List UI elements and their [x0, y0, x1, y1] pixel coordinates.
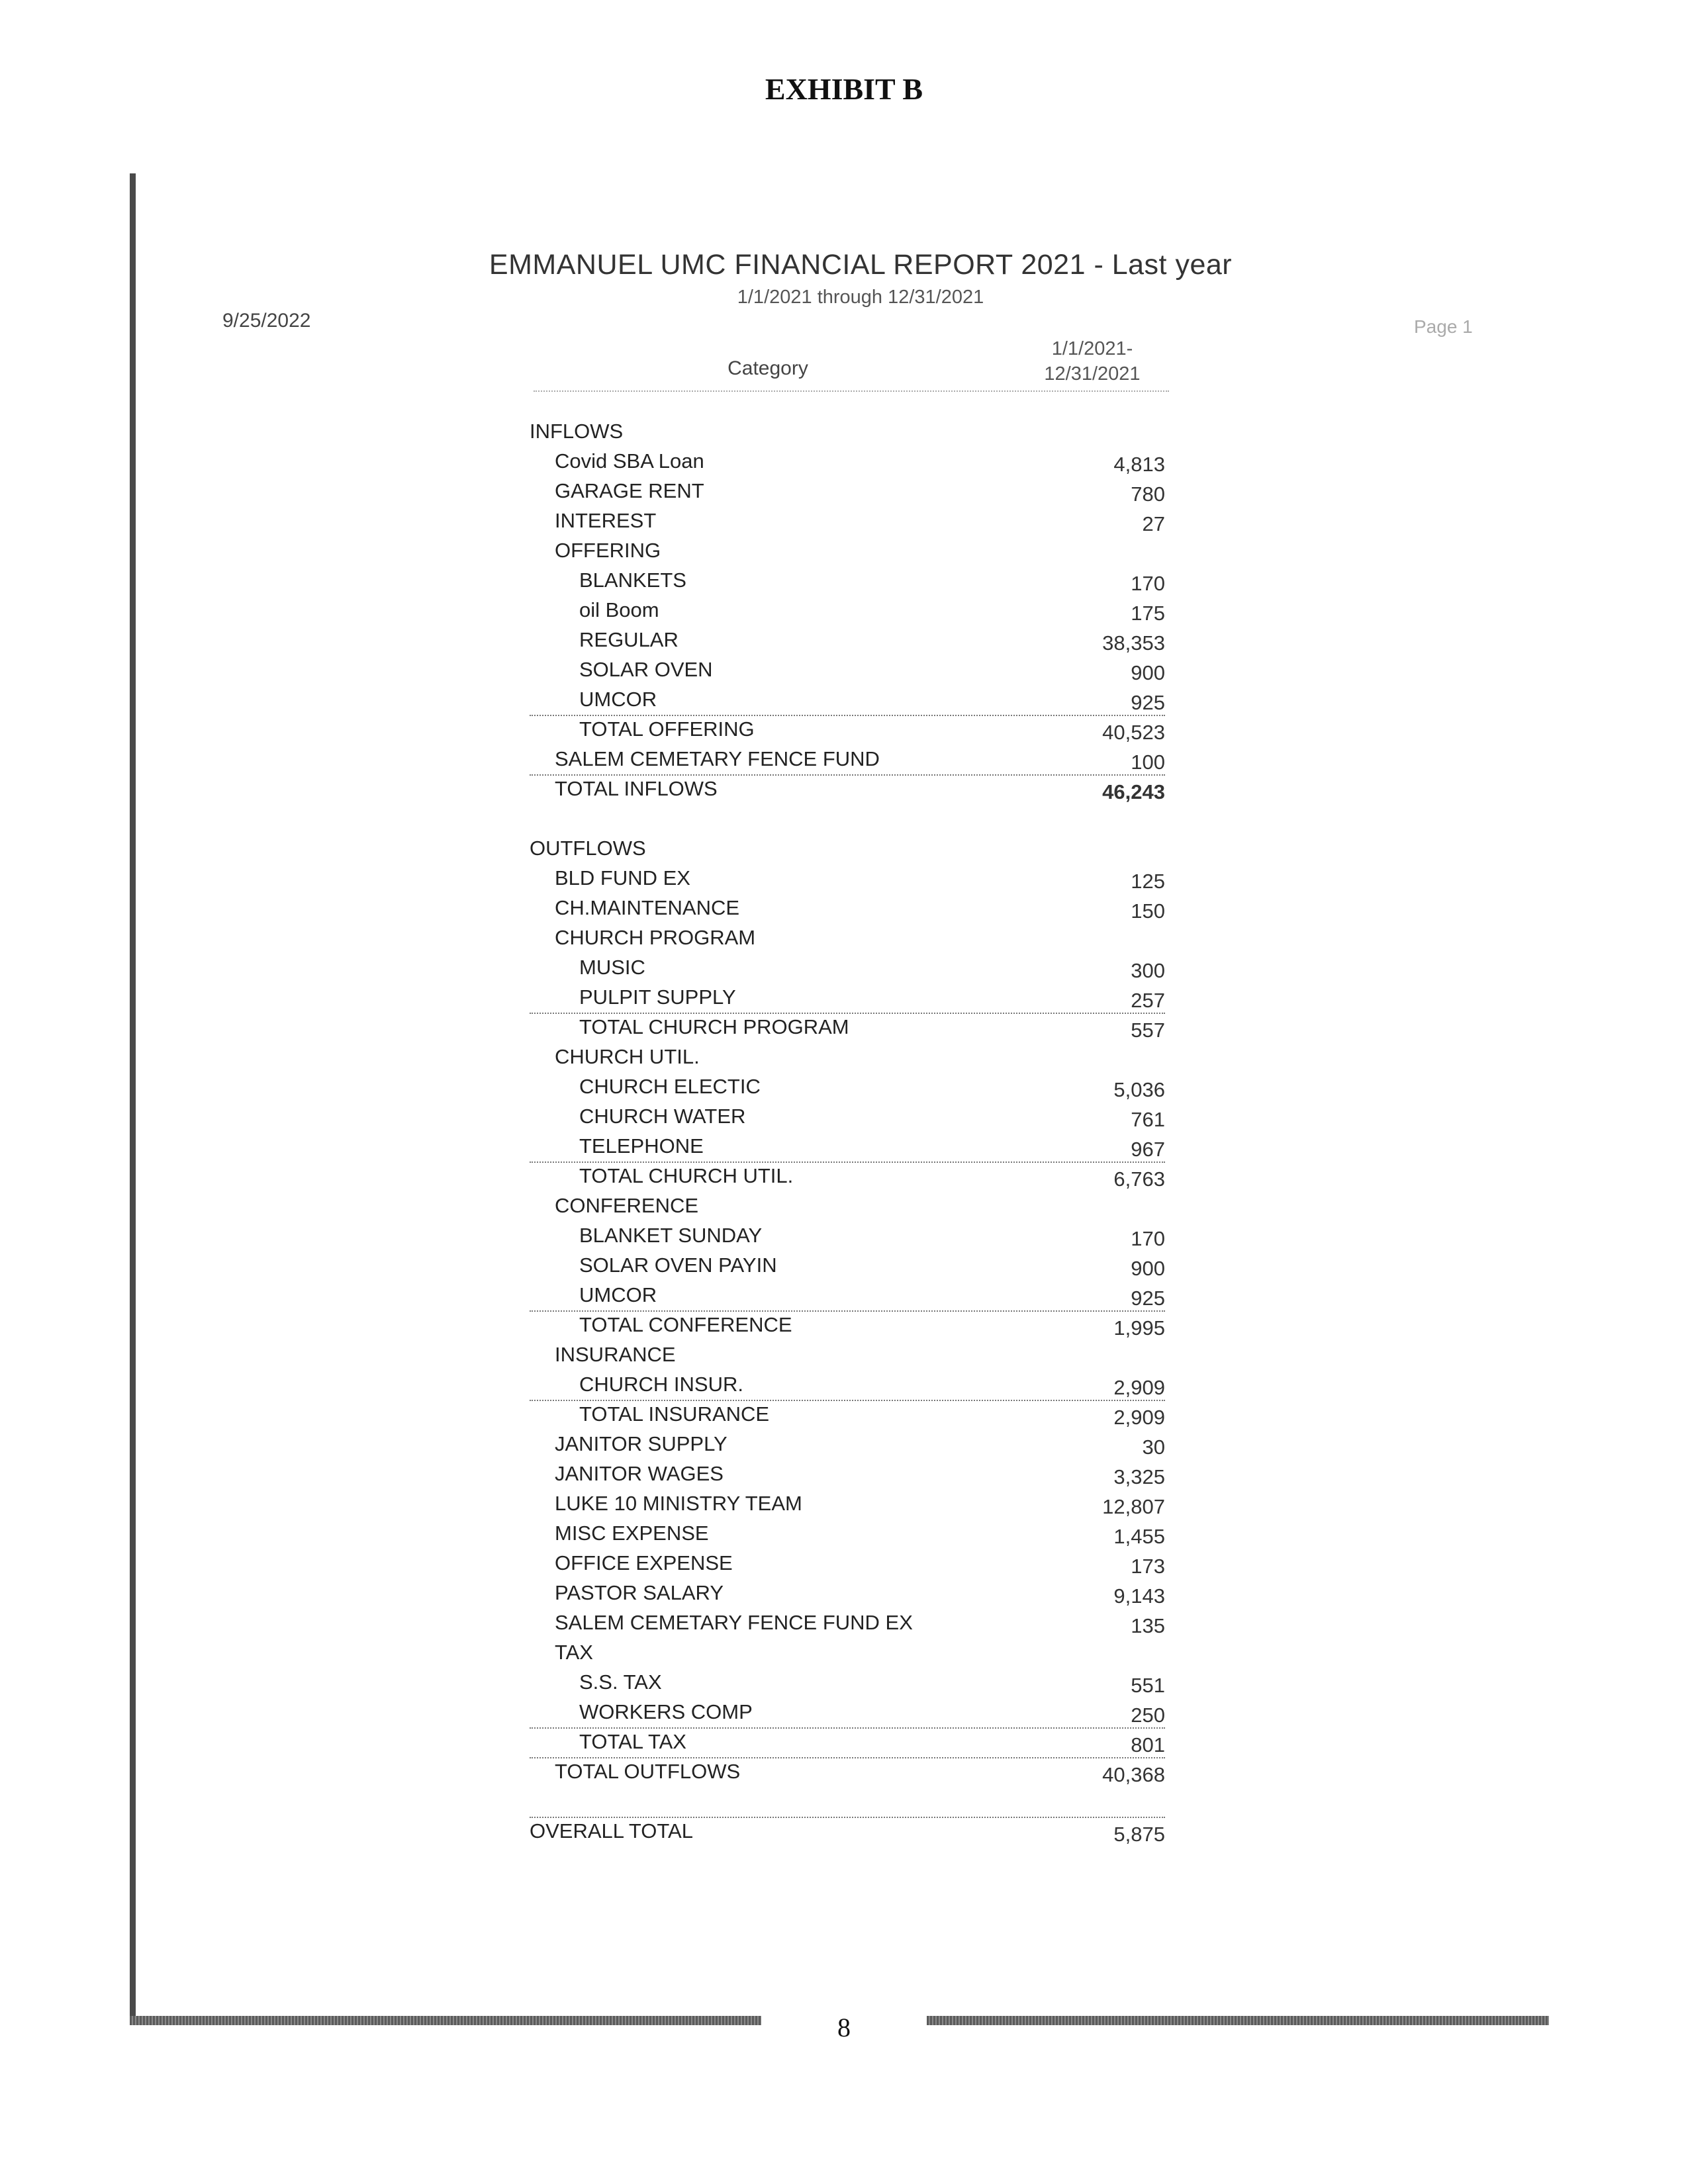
row-label: SALEM CEMETARY FENCE FUND	[555, 747, 880, 770]
row-label: TOTAL OFFERING	[579, 717, 755, 741]
row-label: Covid SBA Loan	[555, 449, 704, 473]
row-label: CHURCH UTIL.	[555, 1045, 700, 1068]
row-label: TOTAL OUTFLOWS	[555, 1760, 741, 1783]
row-label: TOTAL CHURCH UTIL.	[579, 1164, 794, 1187]
row-amount: 925	[1131, 691, 1165, 714]
line-item-row	[516, 1578, 1205, 1608]
page-indicator: Page 1	[1414, 316, 1473, 337]
line-item-row	[516, 1698, 1205, 1727]
section-spacer	[516, 804, 1205, 834]
category-heading-row	[516, 834, 1205, 864]
row-label: JANITOR WAGES	[555, 1462, 724, 1485]
report-title: EMMANUEL UMC FINANCIAL REPORT 2021 - Last year	[489, 249, 1233, 281]
category-heading-row	[516, 536, 1205, 566]
row-amount: 100	[1131, 751, 1165, 774]
row-amount: 900	[1131, 661, 1165, 684]
row-amount: 1,455	[1113, 1525, 1165, 1548]
line-item-row	[516, 1430, 1205, 1459]
row-amount: 2,909	[1113, 1376, 1165, 1399]
column-header-period	[993, 336, 1192, 387]
line-item-row	[516, 477, 1205, 506]
row-label: SALEM CEMETARY FENCE FUND EX	[555, 1611, 913, 1634]
scan-left-border	[130, 173, 136, 2020]
total-row	[516, 774, 1205, 804]
exhibit-heading: EXHIBIT B	[765, 72, 923, 106]
row-amount: 12,807	[1102, 1495, 1165, 1518]
row-amount: 125	[1131, 870, 1165, 893]
row-label: INSURANCE	[555, 1343, 676, 1366]
row-amount: 780	[1131, 482, 1165, 506]
report-date-range: 1/1/2021 through 12/31/2021	[737, 287, 984, 308]
total-row	[516, 1310, 1205, 1340]
row-label: TELEPHONE	[579, 1134, 704, 1158]
total-row	[516, 1727, 1205, 1757]
line-item-row	[516, 1608, 1205, 1638]
row-label: JANITOR SUPPLY	[555, 1432, 727, 1455]
category-heading-row	[516, 1340, 1205, 1370]
total-row	[516, 1161, 1205, 1191]
row-label: TAX	[555, 1641, 593, 1664]
row-amount: 250	[1131, 1704, 1165, 1727]
total-row	[516, 715, 1205, 745]
row-amount: 2,909	[1113, 1406, 1165, 1429]
row-amount: 5,036	[1113, 1078, 1165, 1101]
line-item-row	[516, 1549, 1205, 1578]
row-label: OVERALL TOTAL	[530, 1819, 693, 1843]
section-spacer	[516, 1787, 1205, 1817]
row-amount: 1,995	[1113, 1316, 1165, 1340]
row-amount: 300	[1131, 959, 1165, 982]
category-heading-row	[516, 417, 1205, 447]
row-label: MUSIC	[579, 956, 645, 979]
row-amount: 925	[1131, 1287, 1165, 1310]
category-heading-row	[516, 1042, 1205, 1072]
row-label: CH.MAINTENANCE	[555, 896, 740, 919]
row-amount: 173	[1131, 1555, 1165, 1578]
row-label: S.S. TAX	[579, 1670, 662, 1694]
row-amount: 40,523	[1102, 721, 1165, 744]
line-item-row	[516, 1281, 1205, 1310]
row-amount: 27	[1142, 512, 1165, 535]
row-label: TOTAL CHURCH PROGRAM	[579, 1015, 849, 1038]
row-label: SOLAR OVEN PAYIN	[579, 1253, 777, 1277]
row-label: CHURCH INSUR.	[579, 1373, 743, 1396]
row-label: TOTAL TAX	[579, 1730, 686, 1753]
row-label: PULPIT SUPPLY	[579, 985, 736, 1009]
row-label: INFLOWS	[530, 420, 624, 443]
row-amount: 761	[1131, 1108, 1165, 1131]
row-label: TOTAL CONFERENCE	[579, 1313, 792, 1336]
column-header-category: Category	[727, 357, 808, 379]
row-label: UMCOR	[579, 1283, 657, 1306]
line-item-row	[516, 893, 1205, 923]
row-label: OFFICE EXPENSE	[555, 1551, 733, 1574]
line-item-row	[516, 1251, 1205, 1281]
row-label: MISC EXPENSE	[555, 1522, 709, 1545]
line-item-row	[516, 745, 1205, 774]
row-label: BLANKET SUNDAY	[579, 1224, 763, 1247]
line-item-row	[516, 596, 1205, 625]
footer-rule-left	[130, 2016, 761, 2025]
line-item-row	[516, 1132, 1205, 1161]
row-amount: 38,353	[1102, 631, 1165, 655]
row-label: LUKE 10 MINISTRY TEAM	[555, 1492, 802, 1515]
line-item-row	[516, 506, 1205, 536]
row-amount: 46,243	[1102, 780, 1165, 803]
line-item-row	[516, 447, 1205, 477]
category-heading-row	[516, 923, 1205, 953]
line-item-row	[516, 625, 1205, 655]
row-amount: 551	[1131, 1674, 1165, 1697]
line-item-row	[516, 864, 1205, 893]
line-item-row	[516, 1668, 1205, 1698]
row-label: BLANKETS	[579, 569, 686, 592]
category-heading-row	[516, 1191, 1205, 1221]
line-item-row	[516, 1370, 1205, 1400]
row-label: CHURCH PROGRAM	[555, 926, 756, 949]
row-label: OUTFLOWS	[530, 837, 646, 860]
row-amount: 170	[1131, 572, 1165, 595]
row-label: BLD FUND EX	[555, 866, 690, 889]
row-amount: 257	[1131, 989, 1165, 1012]
row-amount: 5,875	[1113, 1823, 1165, 1846]
row-amount: 40,368	[1102, 1763, 1165, 1786]
row-label: CONFERENCE	[555, 1194, 699, 1217]
line-item-row	[516, 1519, 1205, 1549]
row-label: CHURCH WATER	[579, 1105, 746, 1128]
total-row	[516, 1757, 1205, 1787]
line-item-row	[516, 1221, 1205, 1251]
row-amount: 557	[1131, 1019, 1165, 1042]
row-label: INTEREST	[555, 509, 657, 532]
line-item-row	[516, 983, 1205, 1013]
total-row	[516, 1817, 1205, 1846]
financial-table	[516, 417, 1205, 1846]
total-row	[516, 1400, 1205, 1430]
row-amount: 9,143	[1113, 1584, 1165, 1608]
column-header-period-start: 1/1/2021-	[1051, 338, 1133, 359]
line-item-row	[516, 1459, 1205, 1489]
line-item-row	[516, 1102, 1205, 1132]
row-label: PASTOR SALARY	[555, 1581, 724, 1604]
footer-rule-right	[927, 2016, 1549, 2025]
row-label: oil Boom	[579, 598, 659, 621]
row-amount: 900	[1131, 1257, 1165, 1280]
row-label: TOTAL INSURANCE	[579, 1402, 770, 1426]
row-label: REGULAR	[579, 628, 679, 651]
row-amount: 6,763	[1113, 1167, 1165, 1191]
header-divider	[534, 390, 1169, 392]
total-row	[516, 1013, 1205, 1042]
line-item-row	[516, 566, 1205, 596]
row-amount: 967	[1131, 1138, 1165, 1161]
row-amount: 175	[1131, 602, 1165, 625]
row-label: GARAGE RENT	[555, 479, 704, 502]
column-header-period-end: 12/31/2021	[1044, 363, 1141, 385]
category-heading-row	[516, 1638, 1205, 1668]
print-date: 9/25/2022	[222, 310, 311, 332]
line-item-row	[516, 685, 1205, 715]
row-amount: 801	[1131, 1733, 1165, 1756]
row-label: WORKERS COMP	[579, 1700, 753, 1723]
line-item-row	[516, 1072, 1205, 1102]
row-amount: 4,813	[1113, 453, 1165, 476]
row-label: TOTAL INFLOWS	[555, 777, 718, 800]
row-amount: 170	[1131, 1227, 1165, 1250]
row-label: SOLAR OVEN	[579, 658, 713, 681]
row-label: UMCOR	[579, 688, 657, 711]
page-number: 8	[837, 2013, 851, 2042]
line-item-row	[516, 1489, 1205, 1519]
line-item-row	[516, 655, 1205, 685]
line-item-row	[516, 953, 1205, 983]
row-amount: 135	[1131, 1614, 1165, 1637]
row-amount: 3,325	[1113, 1465, 1165, 1488]
row-label: CHURCH ELECTIC	[579, 1075, 761, 1098]
row-label: OFFERING	[555, 539, 661, 562]
row-amount: 150	[1131, 899, 1165, 923]
row-amount: 30	[1142, 1435, 1165, 1459]
